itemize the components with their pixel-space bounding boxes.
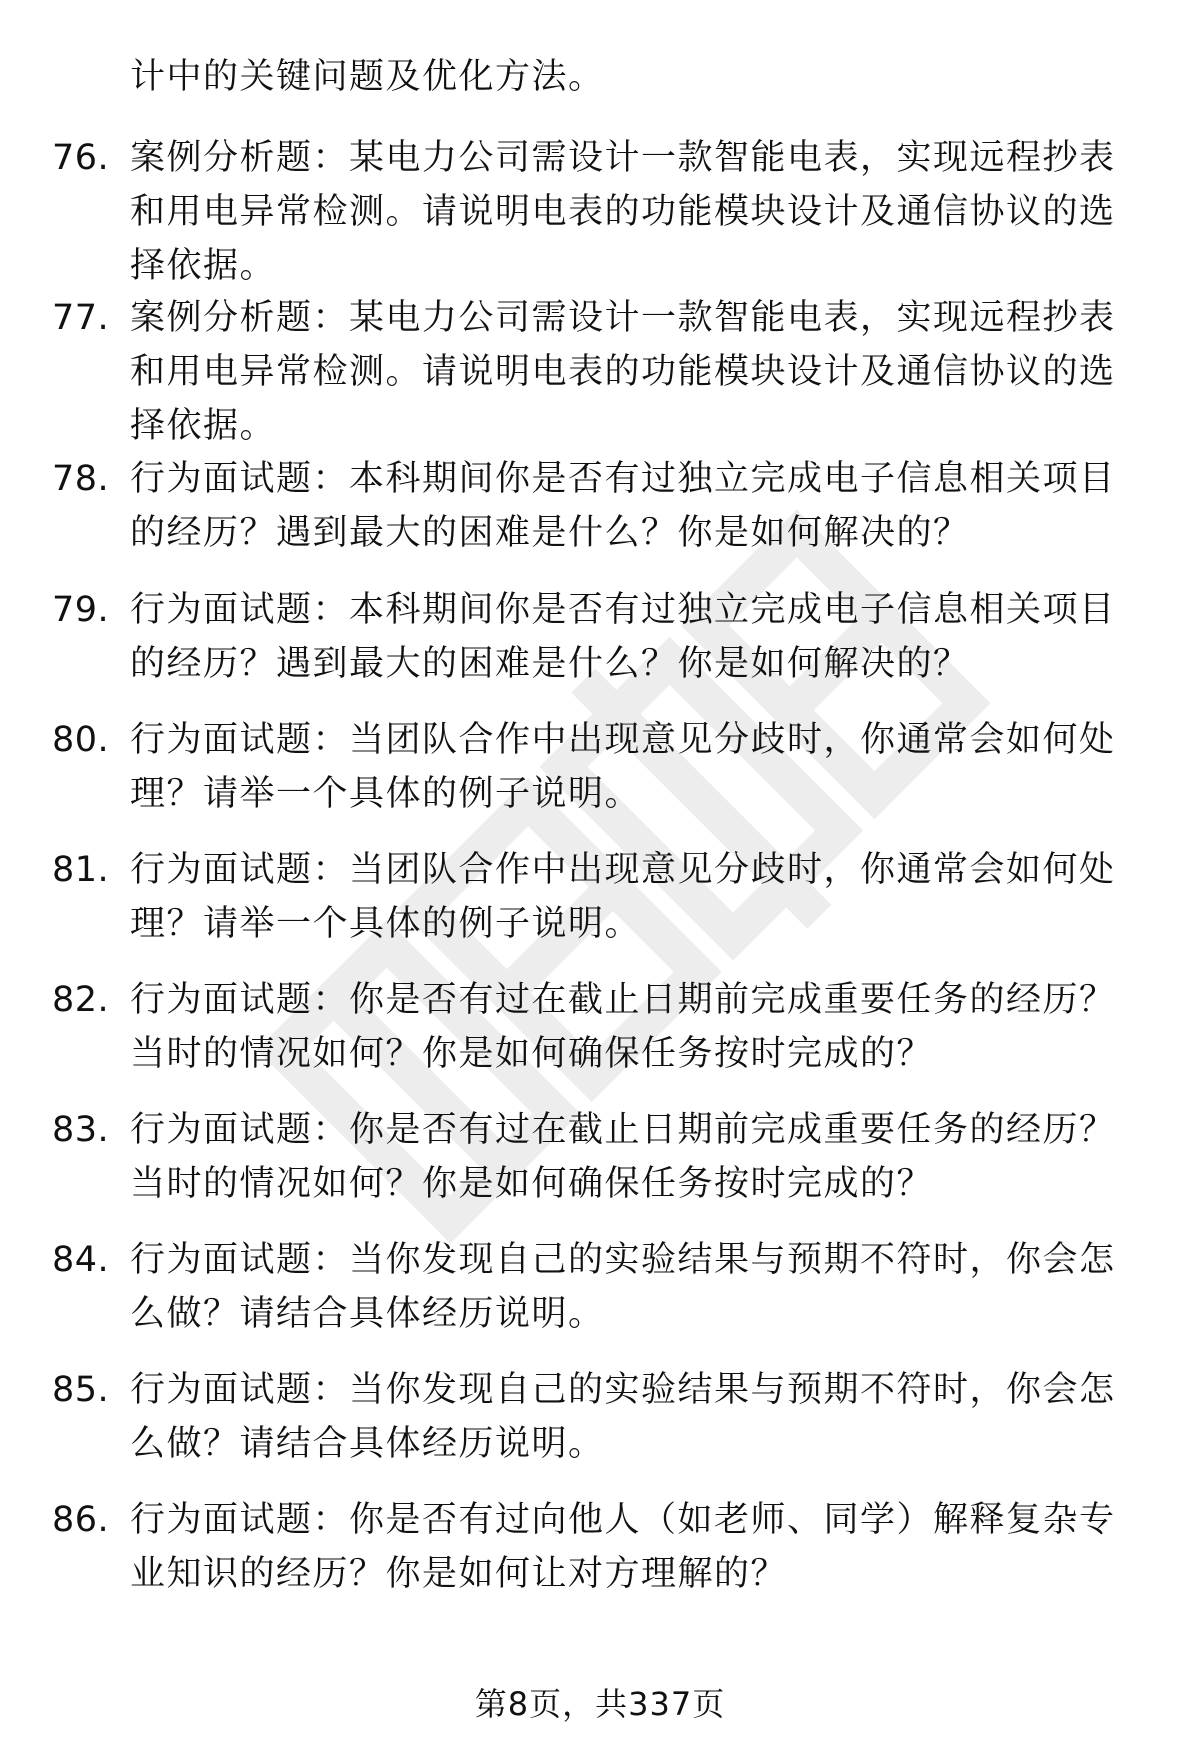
item-number: 79. bbox=[52, 590, 110, 630]
item-text: 行为面试题：当你发现自己的实验结果与预期不符时，你会怎么做？请结合具体经历说明。 bbox=[130, 1240, 1116, 1334]
item-text: 行为面试题：本科期间你是否有过独立完成电子信息相关项目的经历？遇到最大的困难是什么？你是如何解决的？ bbox=[130, 459, 1116, 553]
item-text: 行为面试题：你是否有过向他人（如老师、同学）解释复杂专业知识的经历？你是如何让对方理解的？ bbox=[130, 1500, 1116, 1594]
item-number: 81. bbox=[52, 850, 110, 890]
item-text: 案例分析题：某电力公司需设计一款智能电表，实现远程抄表和用电异常检测。请说明电表的功能模块设计及通信协议的选择依据。 bbox=[130, 298, 1116, 446]
item-number: 84. bbox=[52, 1240, 110, 1280]
item-text: 行为面试题：当你发现自己的实验结果与预期不符时，你会怎么做？请结合具体经历说明。 bbox=[130, 1370, 1116, 1464]
item-number: 82. bbox=[52, 980, 110, 1020]
item-text: 行为面试题：当团队合作中出现意见分歧时，你通常会如何处理？请举一个具体的例子说明。 bbox=[130, 850, 1116, 944]
page-footer: 第8页，共337页 bbox=[474, 1685, 726, 1723]
item-number: 85. bbox=[52, 1370, 110, 1410]
item-number: 78. bbox=[52, 459, 110, 499]
item-text: 行为面试题：你是否有过在截止日期前完成重要任务的经历？当时的情况如何？你是如何确保任务按时完成的？ bbox=[130, 980, 1116, 1074]
item-number: 77. bbox=[52, 298, 110, 338]
item-text: 案例分析题：某电力公司需设计一款智能电表，实现远程抄表和用电异常检测。请说明电表的功能模块设计及通信协议的选择依据。 bbox=[130, 138, 1116, 286]
item-number: 83. bbox=[52, 1110, 110, 1150]
item-number: 80. bbox=[52, 720, 110, 760]
item-text: 行为面试题：你是否有过在截止日期前完成重要任务的经历？当时的情况如何？你是如何确保任务按时完成的？ bbox=[130, 1110, 1116, 1204]
continuation-text: 计中的关键问题及优化方法。 bbox=[130, 57, 605, 97]
item-number: 76. bbox=[52, 138, 110, 178]
item-text: 行为面试题：本科期间你是否有过独立完成电子信息相关项目的经历？遇到最大的困难是什么？你是如何解决的？ bbox=[130, 590, 1116, 684]
item-text: 行为面试题：当团队合作中出现意见分歧时，你通常会如何处理？请举一个具体的例子说明。 bbox=[130, 720, 1116, 814]
item-number: 86. bbox=[52, 1500, 110, 1540]
